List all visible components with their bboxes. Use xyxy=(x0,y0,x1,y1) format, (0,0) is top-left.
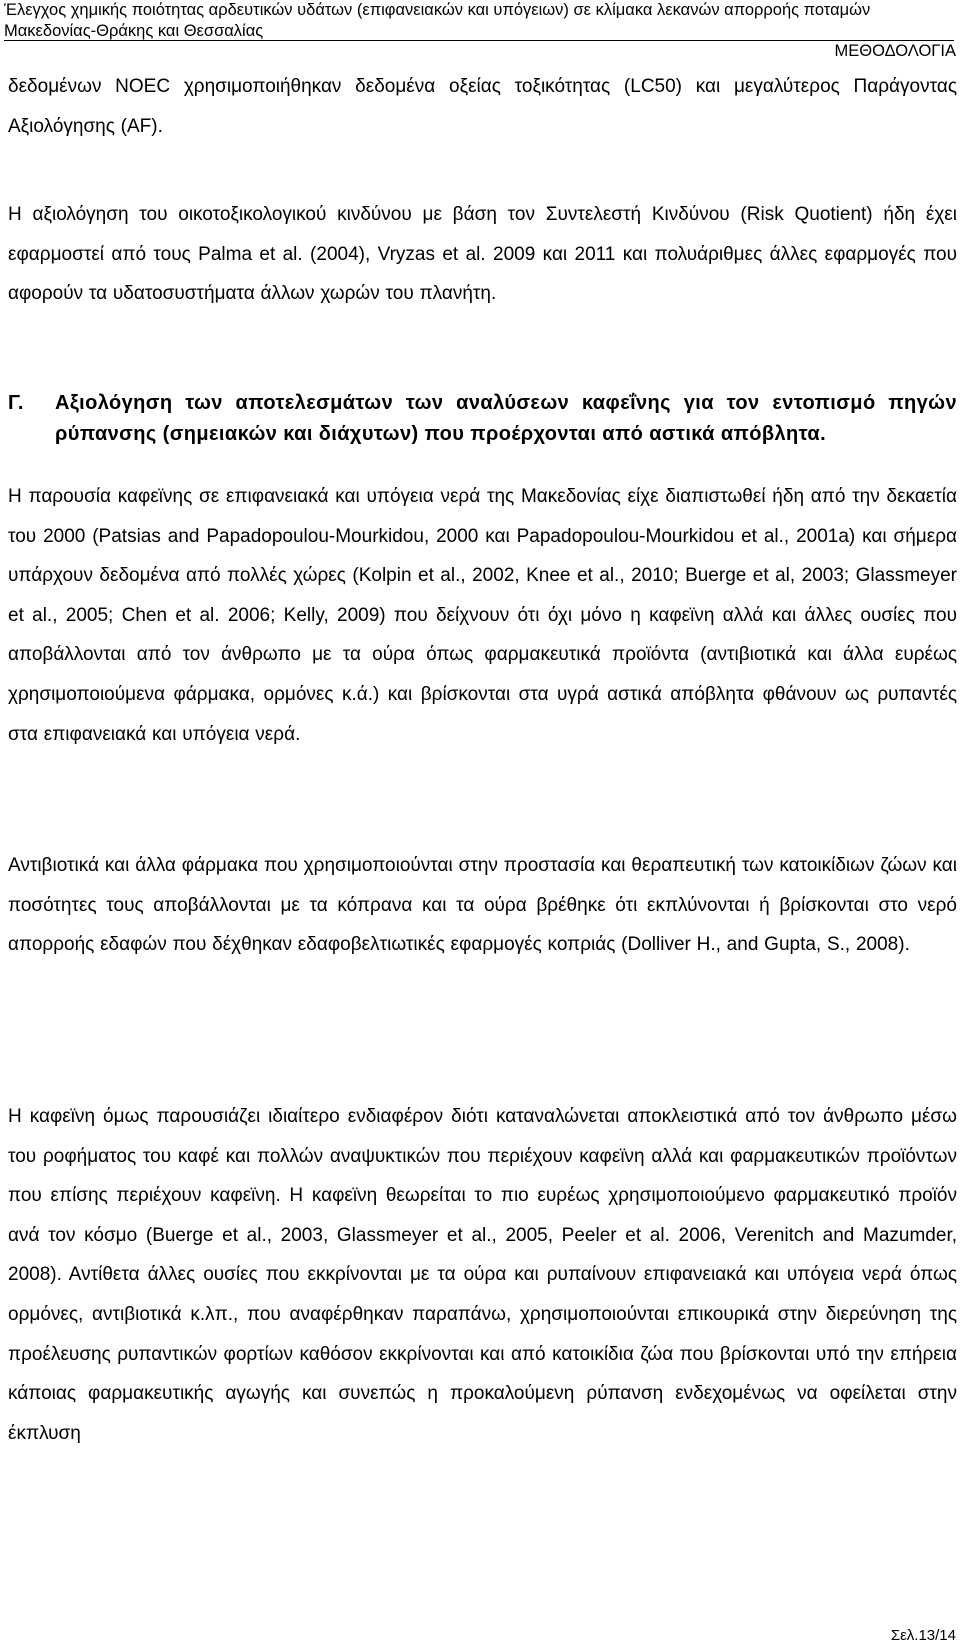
section-heading-text: Αξιολόγηση των αποτελεσμάτων των αναλύσεων καφεΐνης για τον εντοπισμό πηγών ρύπανσης (σημειακών και διάχυτων) που προέρχονται από αστικά απόβλητα. xyxy=(55,392,957,445)
section-heading-number: Γ. xyxy=(8,392,24,414)
paragraph-caffeine-interest: Η καφεϊνη όμως παρουσιάζει ιδιαίτερο ενδιαφέρον διότι καταναλώνεται αποκλειστικά από τον άνθρωπο μέσω του ροφήματος του καφέ και πολλών αναψυκτικών που περιέχουν καφεϊνη αλλά και φαρμακευτικών προϊόντων που επίσης περιέχουν καφεϊνη. Η καφεϊνη θεωρείται το πιο ευρέως χρησιμοποιούμενο φαρμακευτικό προϊόν ανά τον κόσμο (Buerge et al., 2003, Glassmeyer et al., 2005, Peeler et al. 2006, Verenitch and Mazumder, 2008). Αντίθετα άλλες ουσίες που εκκρίνονται με τα ούρα και ρυπαίνουν επιφανειακά και υπόγεια νερά όπως ορμόνες, αντιβιοτικά κ.λπ., που αναφέρθηκαν παραπάνω, χρησιμοποιούνται επικουρικά στην διερεύνηση της προέλευσης ρυπαντικών φορτίων καθόσον εκκρίνονται και από κατοικίδια ζώα που βρίσκονται υπό την επήρεια κάποιας φαρμακευτικής αγωγής και συνεπώς η προκαλούμενη ρύπανση ενδεχομένως να οφείλεται στην έκπλυση xyxy=(8,1106,957,1444)
paragraph-noec: δεδομένων NOEC χρησιμοποιήθηκαν δεδομένα οξείας τοξικότητας (LC50) και μεγαλύτερος Παράγοντας Αξιολόγησης (AF). xyxy=(8,76,957,137)
header-divider xyxy=(4,40,954,41)
section-heading xyxy=(8,388,957,449)
paragraph-antibiotics: Αντιβιοτικά και άλλα φάρμακα που χρησιμοποιούνται στην προστασία και θεραπευτική των κατοικίδιων ζώων και ποσότητες τους αποβάλλονται με τα κόπρανα και τα ούρα βρέθηκε ότι εκπλύνονται ή βρίσκονται στο νερό απορροής εδαφών που δέχθηκαν εδαφοβελτιωτικές εφαρμογές κοπριάς (Dolliver H., and Gupta, S., 2008). xyxy=(8,855,957,956)
running-header xyxy=(4,0,954,42)
section-label: ΜΕΘΟΔΟΛΟΓΙΑ xyxy=(834,42,956,60)
paragraph-caffeine-presence: Η παρουσία καφεϊνης σε επιφανειακά και υπόγεια νερά της Μακεδονίας είχε διαπιστωθεί ήδη από την δεκαετία του 2000 (Patsias and Papadopoulou-Mourkidou, 2000 και Papadopoulou-Mourkidou et al., 2001a) και σήμερα υπάρχουν δεδομένα από πολλές χώρες (Kolpin et al., 2002, Knee et al., 2010; Buerge et al, 2003; Glassmeyer et al., 2005; Chen et al. 2006; Kelly, 2009) που δείχνουν ότι όχι μόνο η καφεϊνη αλλά και άλλες ουσίες που αποβάλλονται από τον άνθρωπο με τα ούρα όπως φαρμακευτικά προϊόντα (αντιβιοτικά και άλλα ευρέως χρησιμοποιούμενα φάρμακα, ορμόνες κ.ά.) και βρίσκονται στα υγρά αστικά απόβλητα φθάνουν ως ρυπαντές στα επιφανειακά και υπόγεια νερά. xyxy=(8,486,957,745)
running-header-line-2: Μακεδονίας-Θράκης και Θεσσαλίας xyxy=(4,22,264,40)
running-header-line-1: Έλεγχος χημικής ποιότητας αρδευτικών υδάτων (επιφανειακών και υπόγειων) σε κλίμακα λεκανών απορροής ποταμών xyxy=(4,1,871,19)
paragraph-risk-quotient: Η αξιολόγηση του οικοτοξικολογικού κινδύνου με βάση τον Συντελεστή Κινδύνου (Risk Quotient) ήδη έχει εφαρμοστεί από τους Palma et al. (2004), Vryzas et al. 2009 και 2011 και πολυάριθμες άλλες εφαρμογές που αφορούν τα υδατοσυστήματα άλλων χωρών του πλανήτη. xyxy=(8,204,957,305)
page-number: Σελ.13/14 xyxy=(890,1627,956,1644)
